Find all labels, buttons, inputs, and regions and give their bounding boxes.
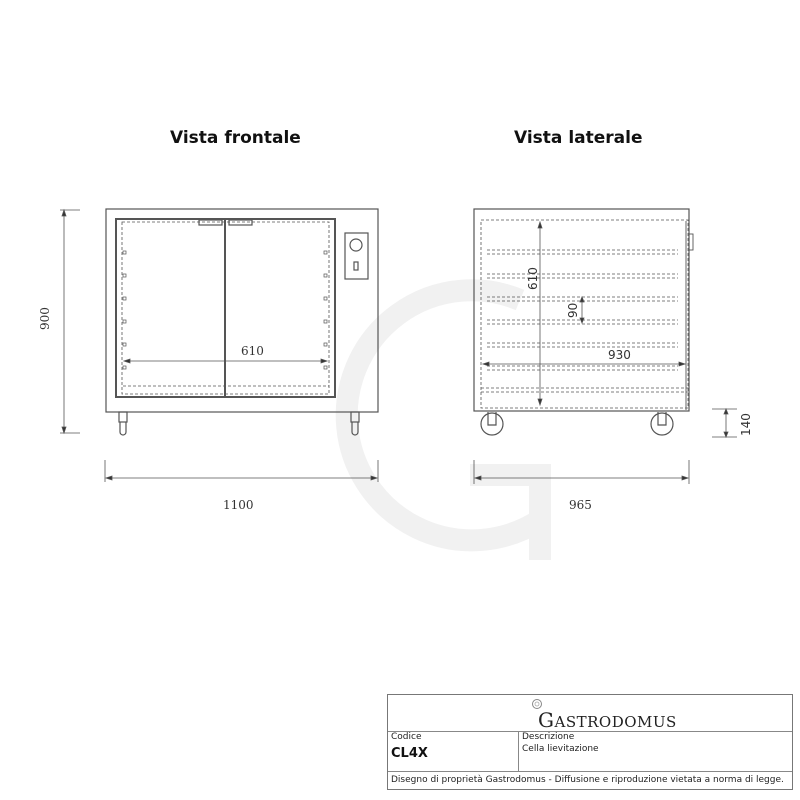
watermark-logo-icon xyxy=(347,290,540,560)
control-switch-icon xyxy=(354,262,358,270)
dim-side-inner-depth: 930 xyxy=(608,348,631,362)
front-view-title: Vista frontale xyxy=(170,128,301,148)
brand-logo xyxy=(388,695,792,732)
code-label: Codice xyxy=(391,732,422,742)
front-casters xyxy=(119,412,359,435)
dim-side-inner-height: 610 xyxy=(526,267,540,290)
description-value: Cella lievitazione xyxy=(522,744,599,754)
side-view-title: Vista laterale xyxy=(514,128,643,148)
brand-name: GASTRODOMUS xyxy=(538,708,677,732)
side-cabinet-outline xyxy=(474,209,689,411)
copyright-note: Disegno di proprietà Gastrodomus - Diffusione e riproduzione vietata a norma di legge. xyxy=(391,775,784,785)
code-value: CL4X xyxy=(391,746,428,761)
code-cell xyxy=(388,731,519,771)
dim-shelf-spacing: 90 xyxy=(566,302,580,318)
dim-front-width: 1100 xyxy=(223,498,254,512)
door-handle-left xyxy=(199,220,222,225)
title-block xyxy=(387,694,793,790)
control-knob-icon xyxy=(350,239,362,251)
description-label: Descrizione xyxy=(522,732,575,742)
dim-wheel-height: 140 xyxy=(739,413,753,436)
side-wheels xyxy=(481,412,673,435)
door-handle-right xyxy=(229,220,252,225)
front-cabinet-outline xyxy=(106,209,378,412)
dim-front-height: 900 xyxy=(38,307,52,330)
description-cell xyxy=(519,731,792,771)
side-view xyxy=(474,209,693,435)
control-panel xyxy=(345,233,368,279)
dim-front-inner-width: 610 xyxy=(241,344,264,358)
dim-side-depth: 965 xyxy=(569,498,592,512)
